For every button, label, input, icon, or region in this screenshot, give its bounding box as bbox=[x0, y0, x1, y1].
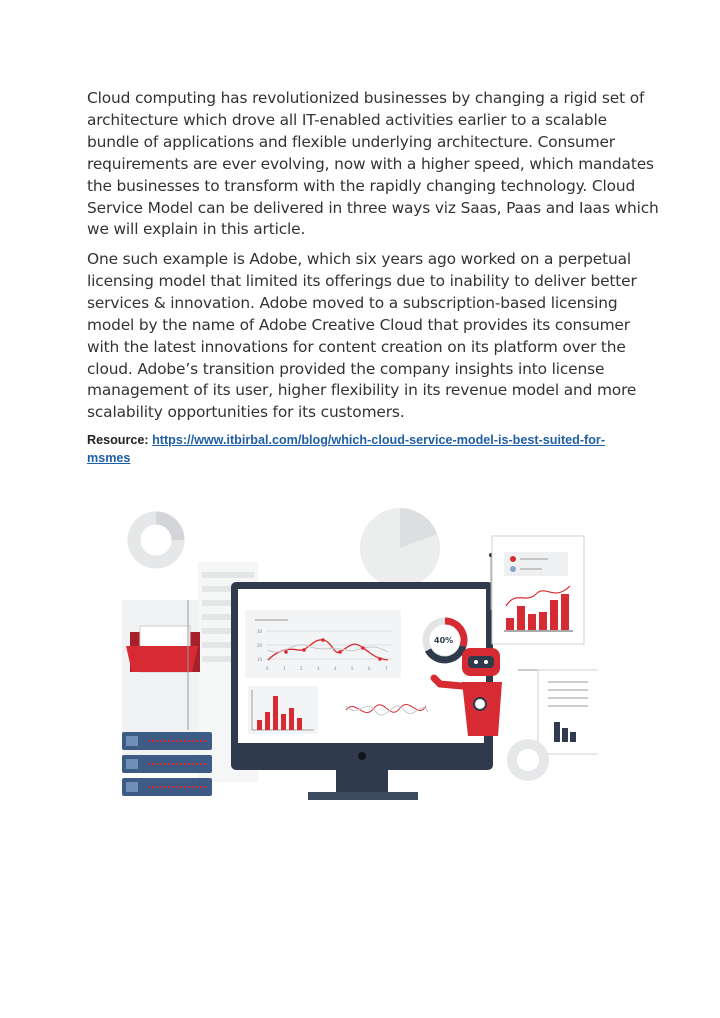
text-line: management of its user, higher flexibility in its revenue model and more bbox=[87, 381, 637, 400]
resource-citation bbox=[87, 431, 647, 467]
donut-percent-label: 40% bbox=[434, 636, 454, 645]
text-line: architecture which drove all IT-enabled activities earlier to a scalable bbox=[87, 110, 607, 129]
text-line: cloud. Adobe’s transition provided the company insights into license bbox=[87, 359, 605, 378]
y-tick-label: 30 bbox=[257, 629, 263, 634]
x-tick-label: 5 bbox=[351, 666, 354, 671]
monitor bbox=[231, 582, 493, 800]
text-line: requirements are ever evolving, now with a higher speed, which mandates bbox=[87, 154, 654, 173]
adobe-example-paragraph bbox=[87, 249, 647, 424]
text-line: services & innovation. Adobe moved to a subscription-based licensing bbox=[87, 293, 618, 312]
text-line: we will explain in this article. bbox=[87, 220, 306, 239]
y-tick-label: 10 bbox=[257, 657, 263, 662]
floating-report-card bbox=[489, 536, 584, 644]
x-tick-label: 2 bbox=[300, 666, 303, 671]
resource-label: Resource: bbox=[87, 433, 149, 447]
text-line: One such example is Adobe, which six years ago worked on a perpetual bbox=[87, 250, 631, 268]
background-pie-icon bbox=[360, 508, 440, 588]
screen-bar-chart bbox=[248, 686, 318, 734]
screen-line-chart bbox=[245, 610, 401, 678]
x-tick-label: 1 bbox=[283, 666, 286, 671]
y-tick-label: 20 bbox=[257, 643, 263, 648]
text-line: scalability opportunities for its customers. bbox=[87, 403, 405, 422]
server-stack-icon bbox=[122, 732, 212, 796]
text-line: bundle of applications and flexible underlying architecture. Consumer bbox=[87, 132, 615, 151]
x-tick-label: 4 bbox=[334, 666, 337, 671]
text-line: with the latest innovations for content creation on its platform over the bbox=[87, 337, 626, 356]
background-donut-icon bbox=[134, 518, 178, 562]
text-line: Service Model can be delivered in three ways viz Saas, Paas and Iaas which bbox=[87, 198, 659, 217]
text-line: Cloud computing has revolutionized businesses by changing a rigid set of bbox=[87, 89, 645, 107]
text-line: the businesses to transform with the rapidly changing technology. Cloud bbox=[87, 176, 636, 195]
resource-link-continued[interactable]: msmes bbox=[87, 451, 131, 465]
x-tick-label: 7 bbox=[385, 666, 388, 671]
text-line: licensing model that limited its offerings due to inability to deliver better bbox=[87, 271, 637, 290]
x-tick-label: 0 bbox=[266, 666, 269, 671]
x-tick-label: 6 bbox=[368, 666, 371, 671]
resource-link[interactable]: https://www.itbirbal.com/blog/which-cloud-service-model-is-best-suited-for- bbox=[152, 433, 606, 447]
intro-paragraph bbox=[87, 88, 659, 241]
x-tick-label: 3 bbox=[317, 666, 320, 671]
cloud-analytics-illustration bbox=[118, 500, 598, 805]
background-donut-small-icon bbox=[512, 744, 544, 776]
text-line: model by the name of Adobe Creative Cloud that provides its consumer bbox=[87, 315, 630, 334]
